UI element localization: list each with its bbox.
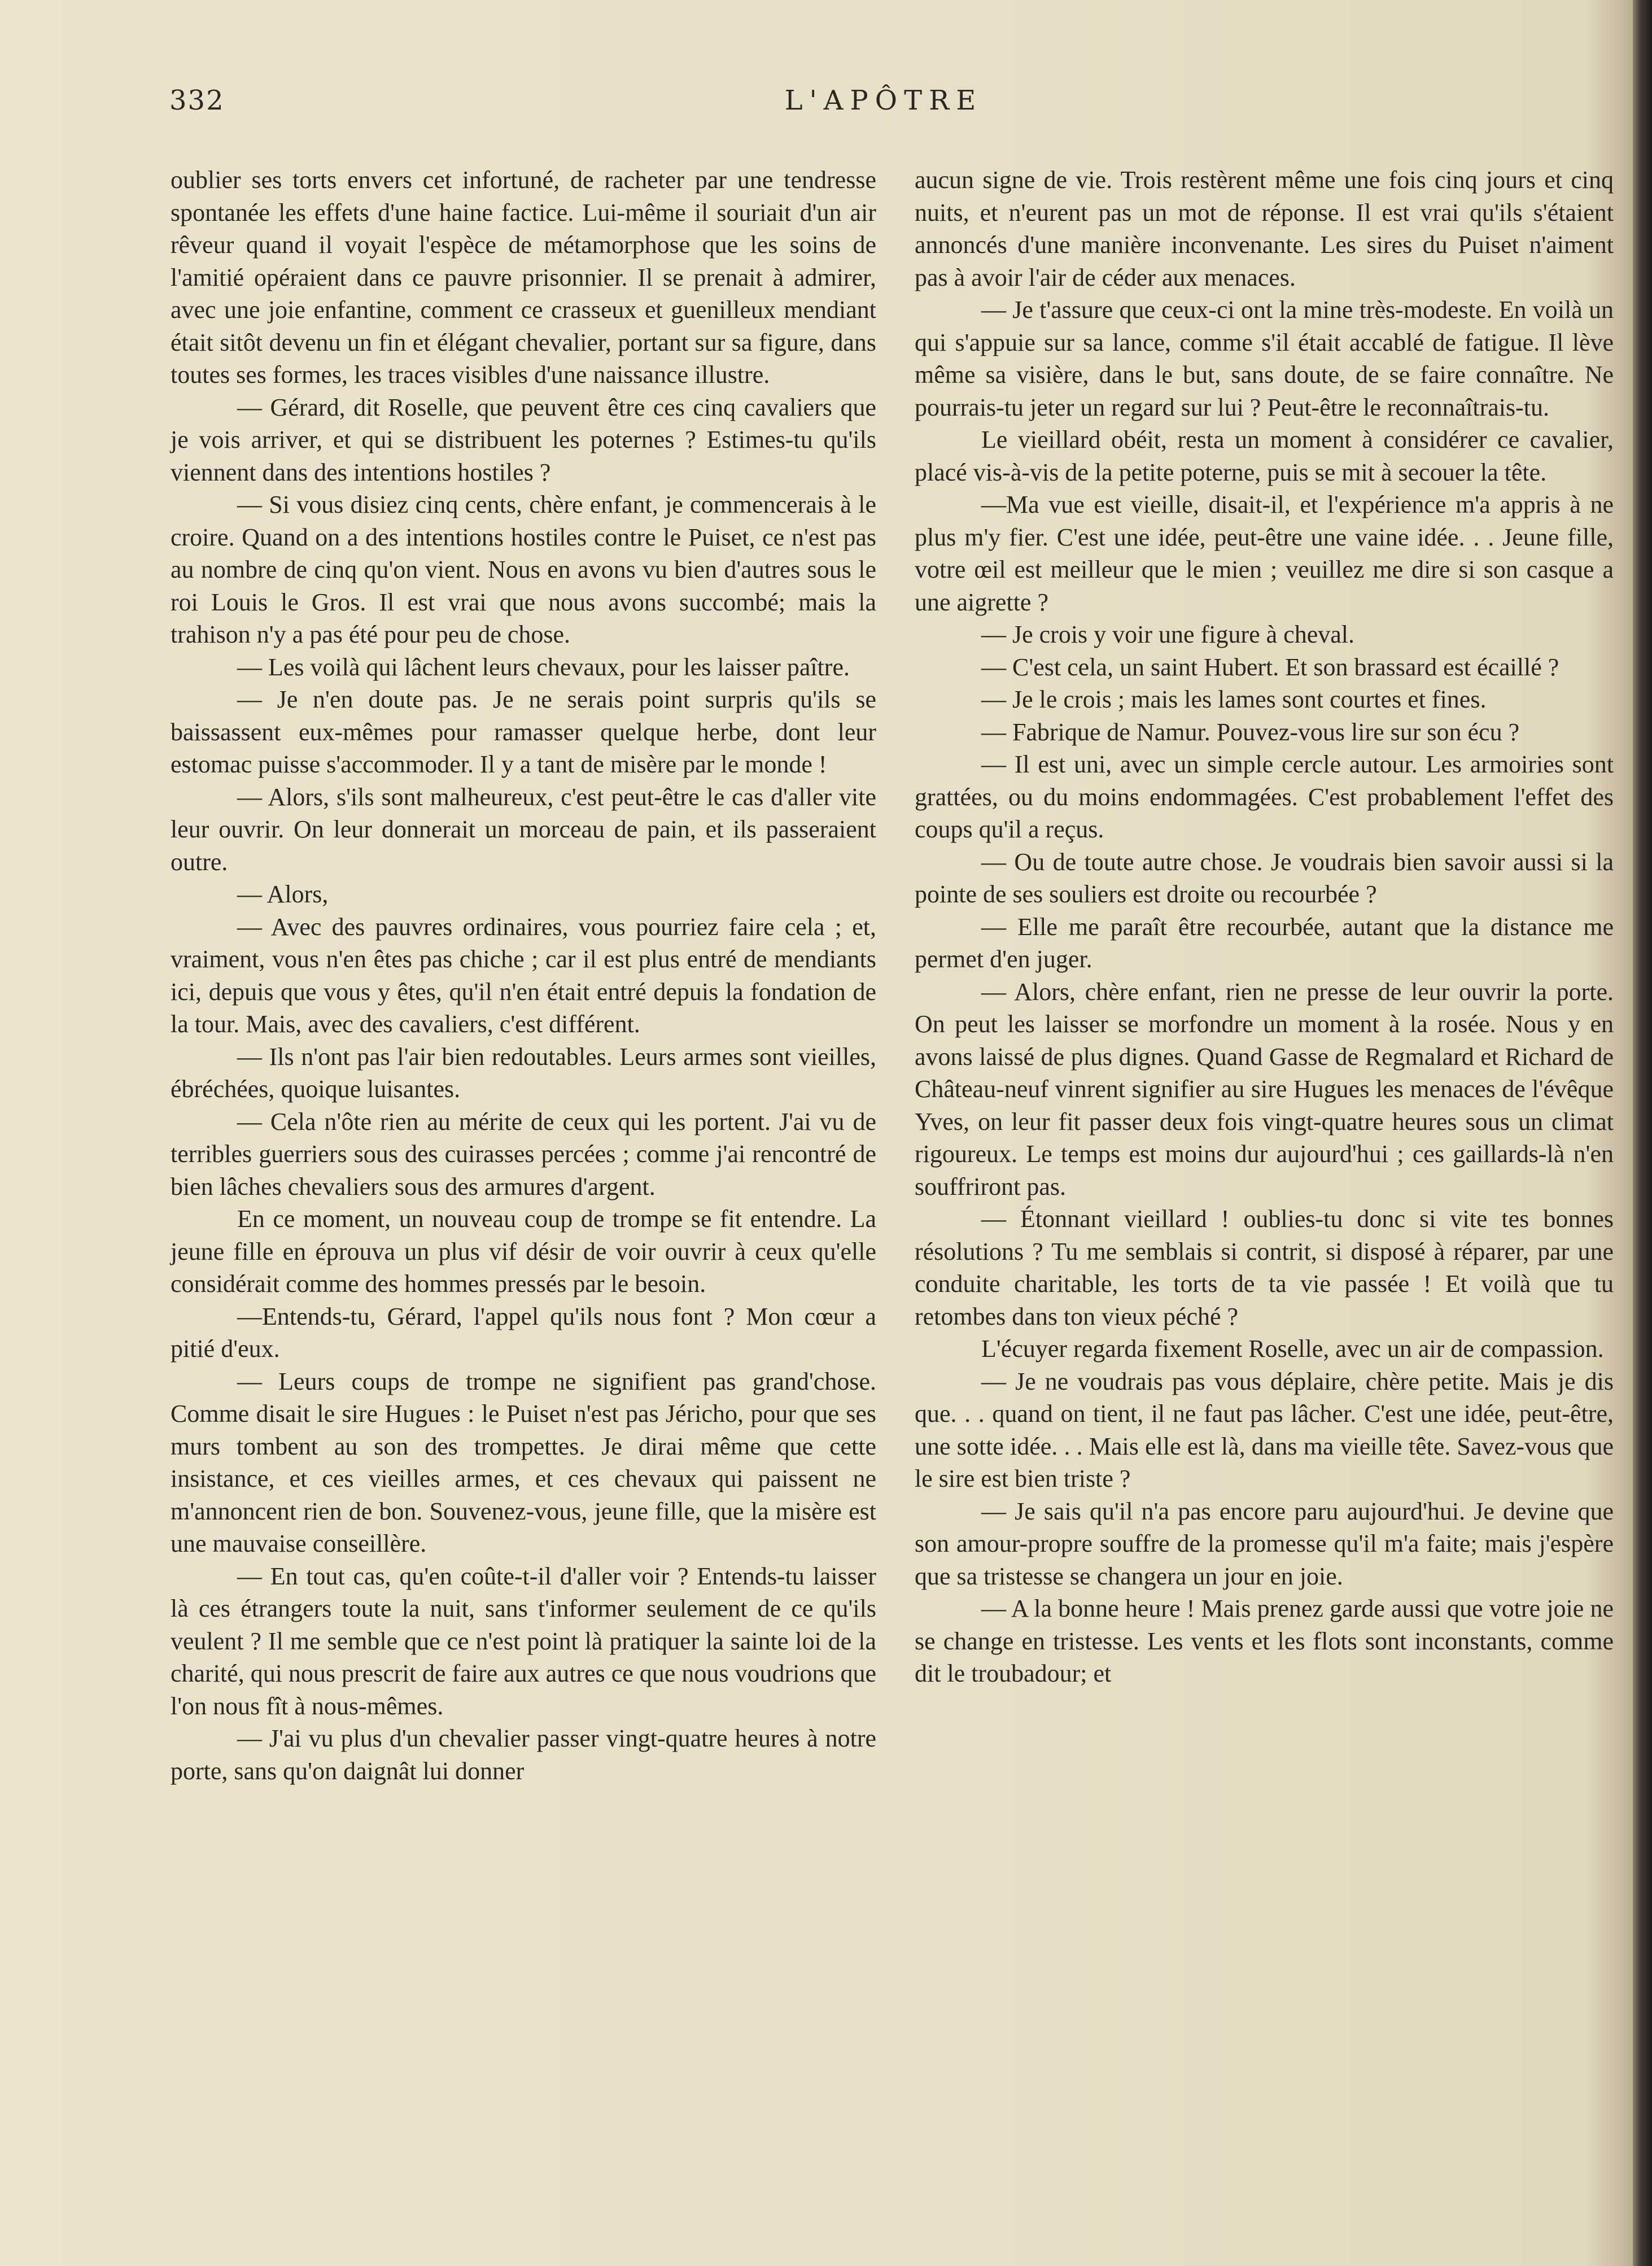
paragraph: — Alors, chère enfant, rien ne presse de leur ouvrir la porte. On peut les laisser se morfondre un moment à la rosée. Nous y en avons laissé de plus dignes. Quand Gasse de Regmalard et Richard de Château-neuf vinrent signifier au sire Hugues les menaces de l'évêque Yves, on leur fit passer deux fois vingt-quatre heures sous un climat rigoureux. Le temps est moins dur aujourd'hui ; ces gaillards-là n'en souffriront pas. <box>915 977 1614 1200</box>
paragraph: oublier ses torts envers cet infortuné, de racheter par une tendresse spontanée les effets d'une haine factice. Lui-même il souriait d'un air rêveur quand il voyait l'espèce de métamorphose que les soins de l'amitié opéraient dans ce pauvre prisonnier. Il se prenait à admirer, avec une joie enfantine, comment ce crasseux et guenilleux mendiant était sitôt devenu un fin et élégant chevalier, portant sur sa figure, dans toutes ses formes, les traces visibles d'une naissance illustre. <box>171 166 876 388</box>
paragraph: — Étonnant vieillard ! oublies-tu donc si vite tes bonnes résolutions ? Tu me semblais si contrit, si disposé à réparer, par une conduite charitable, les torts de ta vie passée ! Et voilà que tu retombes dans ton vieux péché ? <box>915 1205 1614 1330</box>
paragraph: — Avec des pauvres ordinaires, vous pourriez faire cela ; et, vraiment, vous n'en êtes pas chiche ; car il est plus entré de mendiants ici, depuis que vous y êtes, qu'il n'en était entré depuis la fondation de la tour. Mais, avec des cavaliers, c'est différent. <box>171 912 876 1038</box>
paragraph: — Ils n'ont pas l'air bien redoutables. Leurs armes sont vieilles, ébréchées, quoique luisantes. <box>171 1042 876 1103</box>
paragraph: L'écuyer regarda fixement Roselle, avec un air de compassion. <box>981 1335 1604 1363</box>
paragraph: — Il est uni, avec un simple cercle autour. Les armoiries sont grattées, ou du moins endommagées. C'est probablement l'effet des coups qu'il a reçus. <box>915 750 1614 843</box>
paragraph: — Fabrique de Namur. Pouvez-vous lire sur son écu ? <box>981 718 1520 746</box>
paragraph: — Ou de toute autre chose. Je voudrais bien savoir aussi si la pointe de ses souliers est droite ou recourbée ? <box>915 848 1614 908</box>
paragraph: — C'est cela, un saint Hubert. Et son brassard est écaillé ? <box>981 653 1559 681</box>
paragraph: — Je ne voudrais pas vous déplaire, chère petite. Mais je dis que. . . quand on tient, il ne faut pas lâcher. C'est une idée, peut-être, une sotte idée. . . Mais elle est là, dans ma vieille tête. Savez-vous que le sire est bien triste ? <box>915 1367 1614 1492</box>
page-header <box>169 85 1598 124</box>
paragraph: aucun signe de vie. Trois restèrent même une fois cinq jours et cinq nuits, et n'eurent pas un mot de réponse. Il est vrai qu'ils s'étaient annoncés d'une manière inconvenante. Les sires du Puiset n'aiment pas à avoir l'air de céder aux menaces. <box>915 166 1614 291</box>
paragraph: — Je crois y voir une figure à cheval. <box>981 621 1354 648</box>
paragraph: — Les voilà qui lâchent leurs chevaux, pour les laisser paître. <box>237 653 850 681</box>
paragraph: —Ma vue est vieille, disait-il, et l'expérience m'a appris à ne plus m'y fier. C'est une idée, peut-être une vaine idée. . . Jeune fille, votre œil est meilleur que le mien ; veuillez me dire si son casque a une aigrette ? <box>915 491 1614 616</box>
paragraph: — En tout cas, qu'en coûte-t-il d'aller voir ? Entends-tu laisser là ces étrangers toute la nuit, sans t'informer seulement de ce qu'ils veulent ? Il me semble que ce n'est point là pratiquer la sainte loi de la charité, qui nous prescrit de faire aux autres ce que nous voudrions que l'on nous fît à nous-mêmes. <box>171 1562 876 1720</box>
paragraph: — Je n'en doute pas. Je ne serais point surpris qu'ils se baissassent eux-mêmes pour ramasser quelque herbe, dont leur estomac puisse s'accommoder. Il y a tant de misère par le monde ! <box>171 686 876 778</box>
paragraph: — Elle me paraît être recourbée, autant que la distance me permet d'en juger. <box>915 912 1614 973</box>
binding-edge <box>1633 0 1652 2266</box>
text-column-right <box>915 164 1614 1690</box>
paragraph: — Je t'assure que ceux-ci ont la mine très-modeste. En voilà un qui s'appuie sur sa lance, comme s'il était accablé de fatigue. Il lève même sa visière, dans le but, sans doute, de se faire connaître. Ne pourrais-tu jeter un regard sur lui ? Peut-être le reconnaîtrais-tu. <box>915 296 1614 421</box>
paragraph: — Si vous disiez cinq cents, chère enfant, je commencerais à le croire. Quand on a des intentions hostiles contre le Puiset, ce n'est pas au nombre de cinq qu'on vient. Nous en avons vu bien d'autres sous le roi Louis le Gros. Il est vrai que nous avons succombé; mais la trahison n'y a pas été pour peu de chose. <box>171 491 876 648</box>
paragraph: — Je sais qu'il n'a pas encore paru aujourd'hui. Je devine que son amour-propre souffre de la promesse qu'il m'a faite; mais j'espère que sa tristesse se changera un jour en joie. <box>915 1497 1614 1590</box>
paragraph: — Leurs coups de trompe ne signifient pas grand'chose. Comme disait le sire Hugues : le Puiset n'est pas Jéricho, pour que ses murs tombent au son des trompettes. Je dirai même que cette insistance, et ces vieilles armes, et ces chevaux qui paissent ne m'annoncent rien de bon. Souvenez-vous, jeune fille, que la misère est une mauvaise conseillère. <box>171 1367 876 1557</box>
paragraph: — Cela n'ôte rien au mérite de ceux qui les portent. J'ai vu de terribles guerriers sous des cuirasses percées ; comme j'ai rencontré de bien lâches chevaliers sous des armures d'argent. <box>171 1107 876 1200</box>
paragraph: — J'ai vu plus d'un chevalier passer vingt-quatre heures à notre porte, sans qu'on daignât lui donner <box>171 1724 876 1785</box>
paragraph: — Gérard, dit Roselle, que peuvent être ces cinq cavaliers que je vois arriver, et qui se distribuent les poternes ? Estimes-tu qu'ils viennent dans des intentions hostiles ? <box>171 393 876 486</box>
paragraph: Le vieillard obéit, resta un moment à considérer ce cavalier, placé vis-à-vis de la petite poterne, puis se mit à secouer la tête. <box>915 426 1614 486</box>
paragraph: En ce moment, un nouveau coup de trompe se fit entendre. La jeune fille en éprouva un plus vif désir de voir ouvrir à ceux qu'elle considérait comme des hommes pressés par le besoin. <box>171 1205 876 1298</box>
paragraph: —Entends-tu, Gérard, l'appel qu'ils nous font ? Mon cœur a pitié d'eux. <box>171 1302 876 1363</box>
paragraph: — Je le crois ; mais les lames sont courtes et fines. <box>981 686 1487 713</box>
running-title: L'APÔTRE <box>784 85 983 116</box>
page-number: 332 <box>169 85 225 116</box>
paragraph: — Alors, s'ils sont malheureux, c'est peut-être le cas d'aller vite leur ouvrir. On leur donnerait un morceau de pain, et ils passeraient outre. <box>171 783 876 876</box>
paragraph: — Alors, <box>237 880 329 908</box>
text-column-left <box>171 164 876 1787</box>
paragraph: — A la bonne heure ! Mais prenez garde aussi que votre joie ne se change en tristesse. Les vents et les flots sont inconstants, comme dit le troubadour; et <box>915 1595 1614 1687</box>
